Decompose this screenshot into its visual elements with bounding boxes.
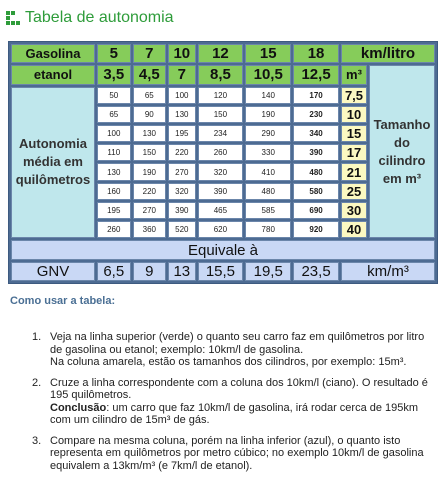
gnv-value: 19,5 — [245, 262, 291, 281]
autonomy-cell: 120 — [198, 87, 244, 104]
autonomy-cell: 585 — [245, 202, 291, 219]
unit-label: km/litro — [341, 44, 435, 63]
autonomy-cell: 130 — [168, 106, 195, 123]
autonomy-cell: 170 — [293, 87, 339, 104]
eth-value: 3,5 — [97, 65, 131, 84]
autonomy-cell: 234 — [198, 125, 244, 142]
instruction-item — [16, 435, 428, 473]
instruction-item — [16, 377, 428, 427]
autonomy-cell: 620 — [198, 221, 244, 238]
gasoline-row — [11, 44, 435, 63]
gas-value: 10 — [168, 44, 195, 63]
autonomy-cell: 410 — [245, 163, 291, 180]
step-text: Na coluna amarela, estão os tamanhos dos cilindros, por exemplo: 15m³. — [50, 356, 407, 368]
step-number: 1. — [32, 331, 42, 343]
page-title: Tabela de autonomia — [25, 9, 174, 26]
instruction-item — [16, 331, 428, 369]
autonomy-cell: 580 — [293, 183, 339, 200]
autonomy-cell: 330 — [245, 144, 291, 161]
gnv-label: GNV — [11, 262, 95, 281]
gnv-value: 6,5 — [97, 262, 131, 281]
page-header — [6, 6, 174, 30]
equivalent-row — [11, 240, 435, 259]
autonomy-cell: 160 — [97, 183, 131, 200]
autonomy-cell: 65 — [133, 87, 167, 104]
gnv-value: 13 — [168, 262, 195, 281]
ethanol-row — [11, 65, 435, 84]
eth-value: 8,5 — [198, 65, 244, 84]
autonomy-cell: 465 — [198, 202, 244, 219]
gnv-value: 15,5 — [198, 262, 244, 281]
autonomy-cell: 690 — [293, 202, 339, 219]
autonomy-cell: 140 — [245, 87, 291, 104]
autonomy-cell: 260 — [198, 144, 244, 161]
autonomy-cell: 320 — [198, 163, 244, 180]
step-number: 2. — [32, 376, 42, 389]
autonomy-cell: 190 — [245, 106, 291, 123]
autonomy-cell: 100 — [97, 125, 131, 142]
autonomy-label: Autonomia média em quilômetros — [11, 87, 95, 239]
autonomy-cell: 100 — [168, 87, 195, 104]
eth-value: 12,5 — [293, 65, 339, 84]
autonomy-cell: 340 — [293, 125, 339, 142]
step-text: Cruze a linha correspondente com a coluna dos 10km/l (ciano). O resultado é 195 quilômetros. — [50, 376, 428, 401]
autonomy-cell: 190 — [133, 163, 167, 180]
cubic-meter-label: m³ — [341, 65, 367, 84]
gnv-value: 23,5 — [293, 262, 339, 281]
autonomy-cell: 150 — [133, 144, 167, 161]
autonomy-cell: 390 — [198, 183, 244, 200]
step-text: Veja na linha superior (verde) o quanto seu carro faz em quilômetros por litro de gasolina ou etanol; exemplo: 10km/l de gasolina. — [50, 331, 425, 356]
gas-value: 18 — [293, 44, 339, 63]
autonomy-cell: 390 — [168, 202, 195, 219]
eth-value: 7 — [168, 65, 195, 84]
autonomy-cell: 150 — [198, 106, 244, 123]
autonomy-table — [8, 41, 438, 284]
cylinder-size-cell: 17 — [341, 144, 367, 161]
autonomy-cell: 390 — [293, 144, 339, 161]
gas-value: 15 — [245, 44, 291, 63]
autonomy-cell: 920 — [293, 221, 339, 238]
gasoline-label: Gasolina — [11, 44, 95, 63]
eth-value: 10,5 — [245, 65, 291, 84]
autonomy-cell: 360 — [133, 221, 167, 238]
autonomy-cell: 110 — [97, 144, 131, 161]
autonomy-cell: 130 — [133, 125, 167, 142]
gnv-row — [11, 262, 435, 281]
gas-value: 7 — [133, 44, 167, 63]
gnv-value: 9 — [133, 262, 167, 281]
step-text: Compare na mesma coluna, porém na linha inferior (azul), o quanto isto representa em quilômetros por metro cúbico; no exemplo 10km/l de gasolina equivalem a 13km/m³ (e 7km/l de etanol). — [50, 434, 424, 472]
autonomy-cell: 480 — [245, 183, 291, 200]
cylinder-size-cell: 40 — [341, 221, 367, 238]
autonomy-cell: 220 — [133, 183, 167, 200]
cylinder-size-cell: 10 — [341, 106, 367, 123]
autonomy-cell: 65 — [97, 106, 131, 123]
cylinder-size-label: Tamanho do cilindro em m³ — [369, 65, 435, 238]
autonomy-cell: 195 — [168, 125, 195, 142]
table-body — [11, 44, 435, 281]
grid-dots-icon — [6, 11, 20, 25]
step-number: 3. — [32, 434, 42, 447]
conclusion-text: : um carro que faz 10km/l de gasolina, irá rodar cerca de 195km com um cilindro de 15m³ de gás. — [50, 401, 419, 426]
autonomy-cell: 90 — [133, 106, 167, 123]
cylinder-size-cell: 30 — [341, 202, 367, 219]
autonomy-cell: 780 — [245, 221, 291, 238]
cylinder-size-cell: 7,5 — [341, 87, 367, 104]
autonomy-cell: 130 — [97, 163, 131, 180]
autonomy-cell: 290 — [245, 125, 291, 142]
autonomy-cell: 520 — [168, 221, 195, 238]
autonomy-cell: 220 — [168, 144, 195, 161]
autonomy-cell: 50 — [97, 87, 131, 104]
gnv-unit: km/m³ — [341, 262, 435, 281]
autonomy-cell: 320 — [168, 183, 195, 200]
autonomy-cell: 270 — [168, 163, 195, 180]
step-conclusion — [50, 402, 428, 427]
gas-value: 12 — [198, 44, 244, 63]
autonomy-cell: 480 — [293, 163, 339, 180]
how-to-heading: Como usar a tabela: — [10, 295, 116, 307]
ethanol-label: etanol — [11, 65, 95, 84]
eth-value: 4,5 — [133, 65, 167, 84]
conclusion-label: Conclusão — [50, 401, 107, 414]
cylinder-size-cell: 15 — [341, 125, 367, 142]
gas-value: 5 — [97, 44, 131, 63]
equivalent-label: Equivale à — [11, 240, 435, 259]
autonomy-cell: 230 — [293, 106, 339, 123]
instructions-list — [16, 331, 428, 480]
autonomy-cell: 260 — [97, 221, 131, 238]
autonomy-cell: 195 — [97, 202, 131, 219]
cylinder-size-cell: 21 — [341, 163, 367, 180]
autonomy-cell: 270 — [133, 202, 167, 219]
cylinder-size-cell: 25 — [341, 183, 367, 200]
